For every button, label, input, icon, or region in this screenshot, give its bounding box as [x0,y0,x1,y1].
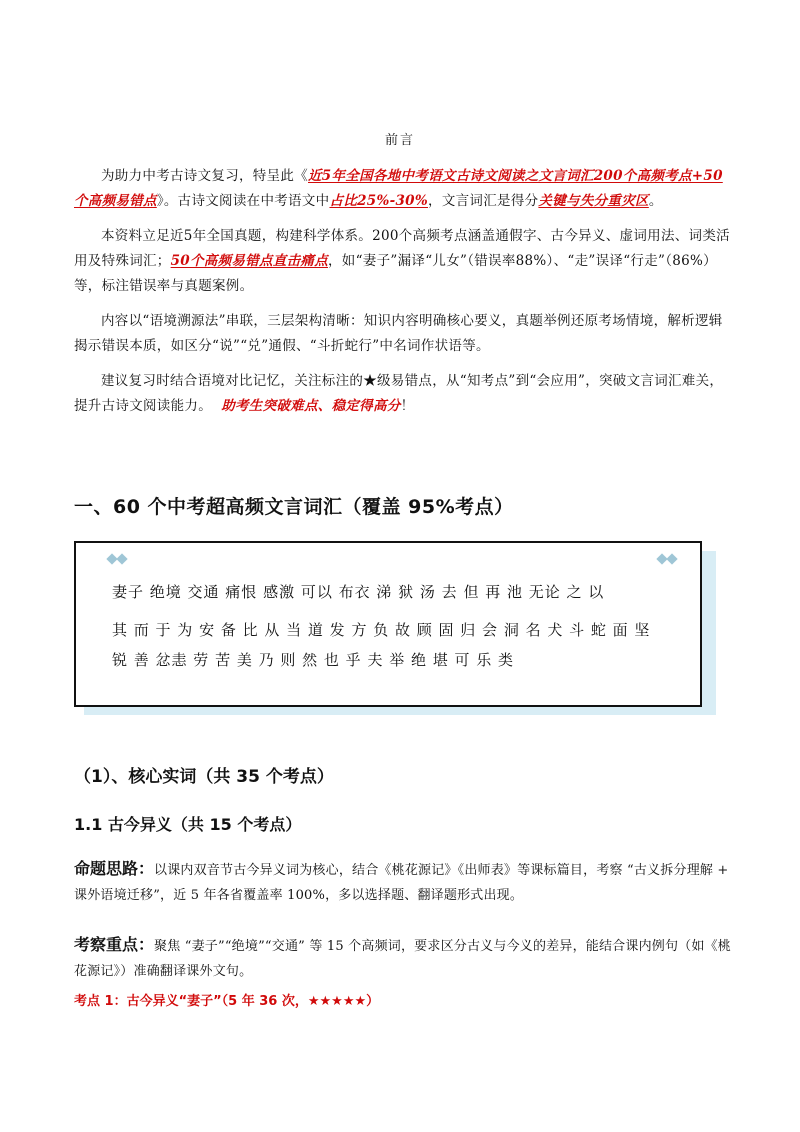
vocab-box [74,541,702,707]
idea-label: 命题思路： [74,859,155,878]
preface-paragraph-3: 内容以“语境溯源法”串联，三层架构清晰：知识内容明确核心要义，真题举例还原考场情境，解析逻辑揭示错误本质，如区分“说”“兑”通假、“斗折蛇行”中名词作状语等。 [74,313,723,354]
p1-highlight-ratio: 占比25%-30% [329,193,429,209]
preface-paragraph-1 [74,164,736,214]
p2-highlight: 50个高频易错点直击痛点 [170,253,328,269]
p2-text-c: ，如“妻子”漏译“儿女”（错误率88%）、“走”误译“行走”（86%）等，标注错误率与真题案例。 [74,253,717,294]
p1-highlight-title: 近5年全国各地中考语文古诗文阅读之文言词汇200个高频考点+50个高频易错点 [74,168,723,209]
p4-text-c: ！ [400,398,415,414]
p1-text-a: 为助力中考古诗文复习，特呈此《 [101,168,308,184]
preface-paragraph-2 [74,224,736,299]
vocab-line-3: 锐 善 忿恚 劳 苦 美 乃 则 然 也 乎 夫 举 绝 堪 可 乐 类 [112,651,515,669]
p1-text-c: 》。古诗文阅读在中考语文中 [156,193,330,209]
subsection-heading-core: （1）、核心实词（共 35 个考点） [74,767,334,787]
p1-highlight-key: 关键与失分重灾区 [538,193,649,209]
kaodian-1-heading: 考点 1：古今异义“妻子”（5 年 36 次，★★★★★） [74,994,380,1009]
diamond-decoration-left-icon [108,555,126,563]
focus-paragraph [74,932,734,984]
preface-paragraph-4 [74,369,736,419]
idea-paragraph [74,856,734,908]
vocab-line-2: 其 而 于 为 安 备 比 从 当 道 发 方 负 故 顾 固 归 会 洞 名 犬 斗 蛇 面 坚 [112,621,651,639]
idea-text: 以课内双音节古今异义词为核心，结合《桃花源记》《出师表》等课标篇目，考察 “古义拆分理解 + 课外语境迁移”，近 5 年各省覆盖率 100%，多以选择题、翻译题形式出现。 [74,863,729,903]
focus-text: 聚焦 “妻子”“绝境”“交通” 等 15 个高频词，要求区分古义与今义的差异，能结合课内例句（如《桃花源记》）准确翻译课外文句。 [74,939,731,979]
vocab-line-1: 妻子 绝境 交通 痛恨 感激 可以 布衣 涕 狱 汤 去 但 再 池 无论 之 以 [112,583,605,601]
preface-title: 前言 [384,133,415,148]
p2-text-a: 本资料立足近5年全国真题，构建科学体系。200个高频考点涵盖通假字、古今异义、虚词用法、词类活用及特殊词汇； [74,228,730,269]
p4-text-a: 建议复习时结合语境对比记忆，关注标注的★级易错点，从“知考点”到“会应用”，突破文言词汇难关，提升古诗文阅读能力。 [74,373,724,414]
p1-text-e: ，文言词汇是得分 [428,193,539,209]
section-heading-vocab: 一、60 个中考超高频文言词汇（覆盖 95%考点） [74,496,514,518]
focus-label: 考察重点： [74,935,155,954]
p4-highlight: 助考生突破难点、稳定得高分 [221,398,401,414]
subsection-heading-gujin: 1.1 古今异义（共 15 个考点） [74,815,302,834]
p1-text-g: 。 [648,193,663,209]
diamond-decoration-right-icon [658,555,676,563]
